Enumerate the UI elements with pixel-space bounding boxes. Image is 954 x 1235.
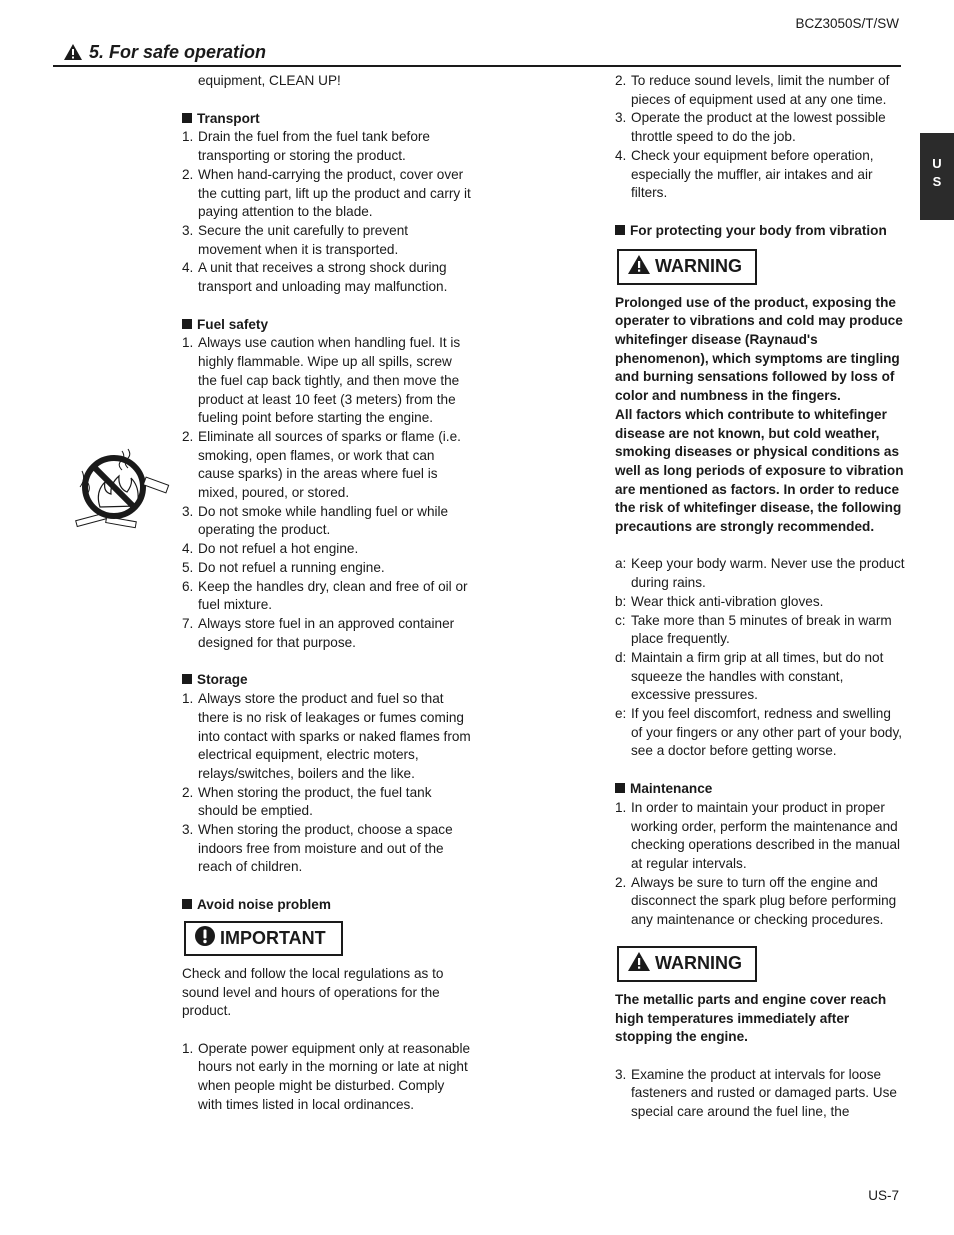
tab-letter-u: U [932, 156, 942, 171]
noise-heading [182, 896, 472, 915]
maintenance-warning-badge [617, 946, 757, 982]
warning-badge-label: WARNING [655, 256, 742, 277]
list-item: 3. Do not smoke while handling fuel or while operating the product. [182, 503, 449, 538]
list-item: 2. Always be sure to turn off the engine and disconnect the spark plug before performing any maintenance or checking procedures. [615, 874, 897, 928]
vibration-warning-1: Prolonged use of the product, exposing the operater to vibrations and cold may produce whitefinger disease (Raynaud's phenomenon), which symptoms are tingling and burning sensations followed by loss of color and numbness in the fingers. [615, 294, 903, 404]
maintenance-heading-text: Maintenance [630, 781, 713, 797]
right-column [615, 72, 905, 1122]
list-item: 4. Do not refuel a hot engine. [182, 541, 359, 557]
maintenance-warning-text: The metallic parts and engine cover reach high temperatures immediately after stopping the engine. [615, 991, 887, 1045]
list-item: d: Maintain a firm grip at all times, but do not squeeze the handles with constant, excessive pressures. [615, 649, 884, 703]
list-item: 2. Eliminate all sources of sparks or flame (i.e. smoking, open flames, or work that can cause sparks) in the areas where fuel is mixed, poured, or stored. [182, 428, 461, 501]
page-number: US-7 [868, 1188, 899, 1203]
list-item: c: Take more than 5 minutes of break in warm place frequently. [615, 612, 892, 647]
warning-triangle-icon [63, 43, 83, 66]
header-rule [53, 65, 901, 67]
list-item: 3. Examine the product at intervals for loose fasteners and rusted or damaged parts. Use special care around the fuel line, the [615, 1066, 897, 1120]
list-item: 1. Drain the fuel from the fuel tank before transporting or storing the product. [182, 129, 430, 164]
no-smoking-fire-illustration [70, 447, 170, 533]
list-item: 2. When storing the product, the fuel tank should be emptied. [182, 784, 432, 819]
maintenance-list [615, 799, 905, 930]
storage-list [182, 690, 472, 877]
maintenance-warning-badge-label: WARNING [655, 953, 742, 974]
model-number: BCZ3050S/T/SW [795, 16, 899, 31]
list-item: 1. Operate power equipment only at reasonable hours not early in the morning or late at night when people might be disturbed. Comply with times listed in local ordinances. [182, 1040, 471, 1112]
tab-letter-s: S [932, 174, 942, 189]
section-title [63, 41, 266, 66]
fuel-safety-heading [182, 316, 472, 335]
important-badge [184, 921, 343, 956]
list-item: 6. Keep the handles dry, clean and free of oil or fuel mixture. [182, 578, 468, 613]
storage-heading [182, 671, 472, 690]
list-item: 1. Always use caution when handling fuel. It is highly flammable. Wipe up all spills, screw the fuel cap back tightly, and then move the product at least 10 feet (3 meters) from the fueling point before starting the engine. [182, 335, 461, 426]
vibration-heading-text: For protecting your body from vibration [630, 222, 887, 238]
list-item: 3. Operate the product at the lowest possible throttle speed to do the job. [615, 110, 886, 145]
noise-list-continued [615, 72, 905, 203]
language-tab [920, 133, 954, 220]
list-item: 3. When storing the product, choose a space indoors free from moisture and out of the reach of children. [182, 822, 453, 875]
transport-list [182, 128, 472, 296]
list-item: b: Wear thick anti-vibration gloves. [615, 593, 824, 609]
list-item: 3. Secure the unit carefully to prevent movement when it is transported. [182, 222, 409, 257]
storage-heading-text: Storage [197, 672, 248, 688]
warning-triangle-icon [627, 951, 651, 976]
maintenance-heading [615, 780, 905, 799]
transport-heading [182, 110, 472, 129]
warning-triangle-icon [627, 254, 651, 279]
list-item: 2. To reduce sound levels, limit the number of pieces of equipment used at any one time. [615, 73, 890, 107]
warning-badge [617, 249, 757, 285]
important-note: Check and follow the local regulations as to sound level and hours of operations for the product. [182, 965, 444, 1019]
transport-heading-text: Transport [197, 110, 260, 126]
list-item: 7. Always store fuel in an approved container designed for that purpose. [182, 615, 455, 650]
list-item: 2. When hand-carrying the product, cover over the cutting part, lift up the product and carry it paying attention to the blade. [182, 166, 471, 220]
list-item: a: Keep your body warm. Never use the product during rains. [615, 556, 905, 591]
noise-heading-text: Avoid noise problem [197, 897, 331, 913]
list-item: e: If you feel discomfort, redness and swelling of your fingers or any other part of your body, see a doctor before getting worse. [615, 706, 903, 759]
list-item: 1. Always store the product and fuel so that there is no risk of leakages or fumes coming into contact with sparks or naked flames from electrical equipment, electric moters, relays/switches, boilers and the like. [182, 691, 471, 781]
intro-text: equipment, CLEAN UP! [198, 73, 341, 88]
list-item: 5. Do not refuel a running engine. [182, 559, 385, 575]
fuel-safety-heading-text: Fuel safety [197, 316, 269, 332]
fuel-safety-list [182, 334, 472, 652]
important-badge-label: IMPORTANT [220, 927, 326, 948]
left-column [182, 72, 472, 1114]
list-item: 1. In order to maintain your product in proper working order, perform the maintenance and checking operations described in the manual at regular intervals. [615, 799, 901, 871]
important-exclamation-icon [194, 925, 216, 951]
section-title-text: 5. For safe operation [89, 42, 267, 62]
vibration-list [615, 555, 905, 761]
vibration-heading [615, 222, 905, 241]
vibration-warning-2: All factors which contribute to whitefinger disease are not known, but cold weather, smoking diseases or physical conditions as well as long periods of exposure to vibration are mentioned as factors. In order to reduce the risk of whitefinger disease, the following precautions are strongly recommended. [615, 406, 904, 535]
list-item: 4. A unit that receives a strong shock during transport and unloading may malfunction. [182, 260, 448, 295]
list-item: 4. Check your equipment before operation, especially the muffler, air intakes and air filters. [615, 147, 874, 201]
